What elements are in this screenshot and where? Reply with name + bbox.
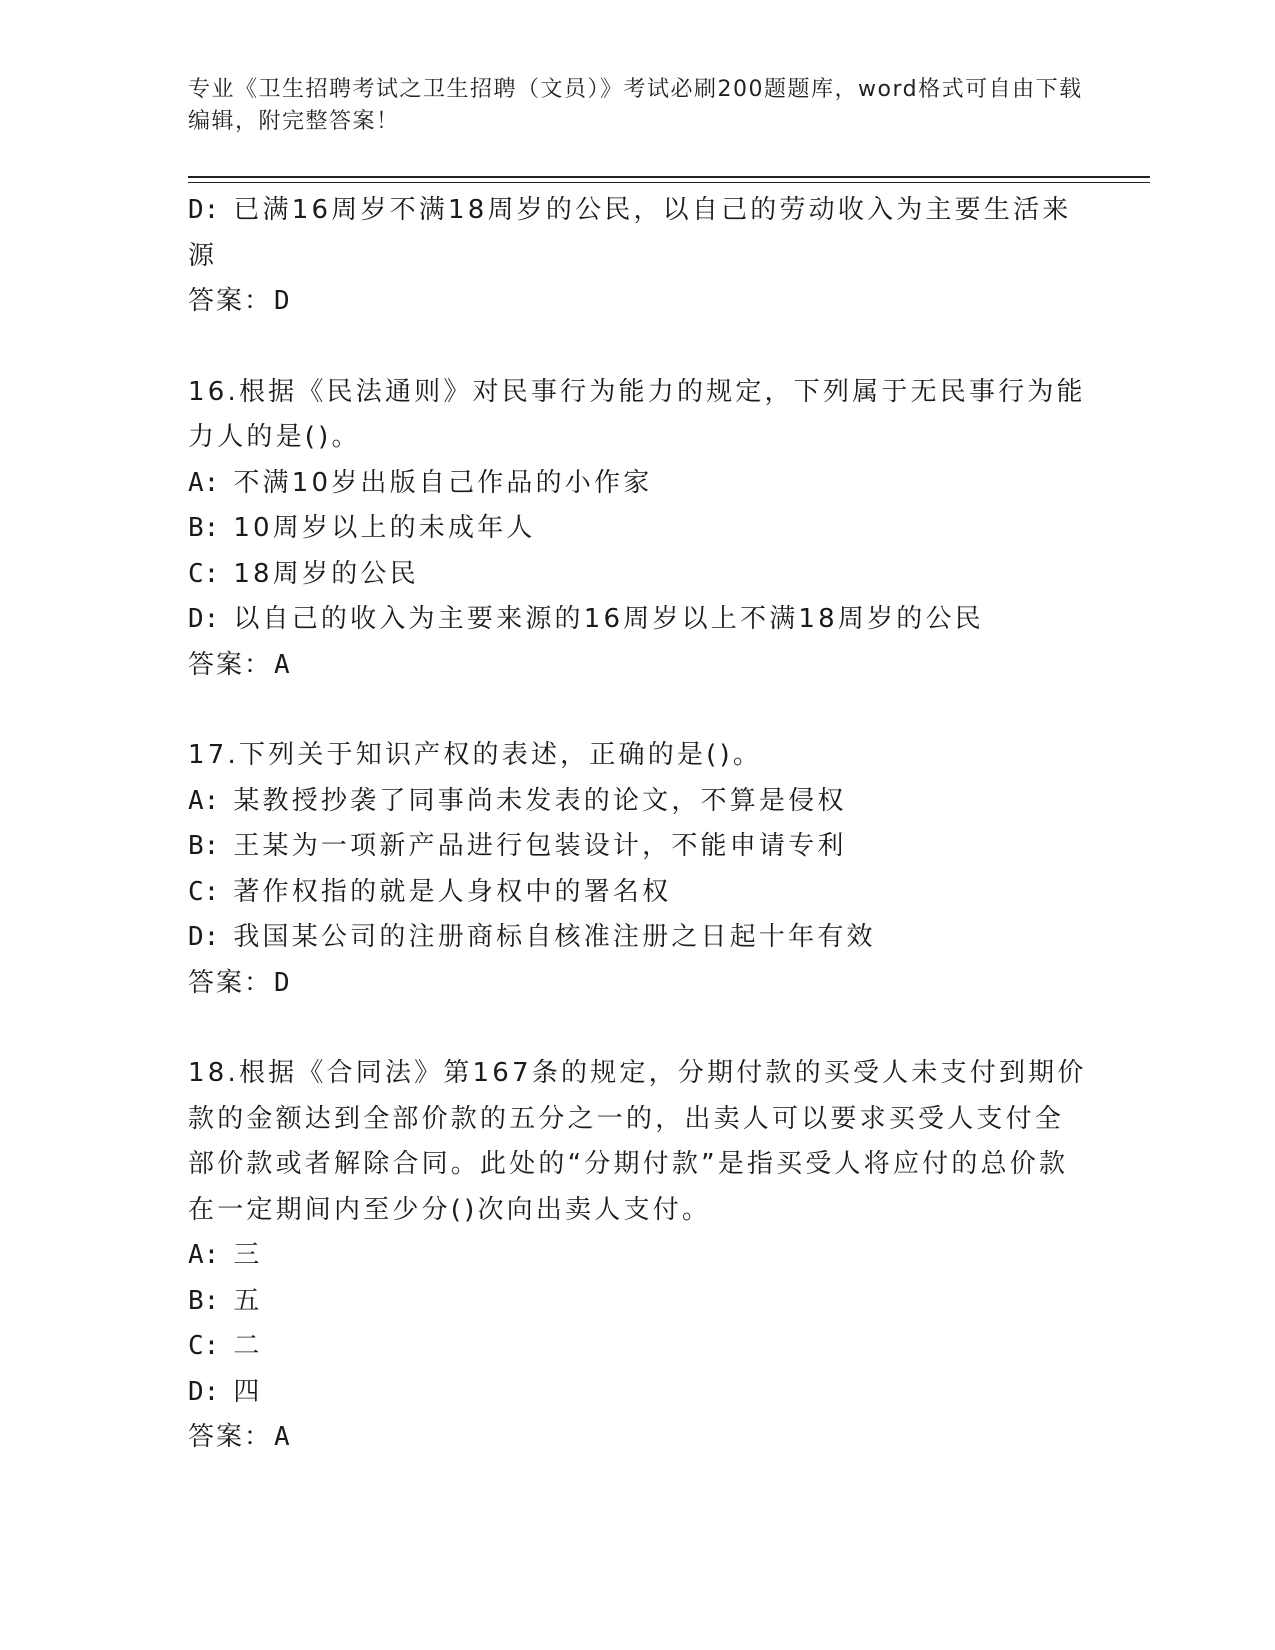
- option-label: D:: [188, 1376, 220, 1407]
- answer-label: 答案：: [188, 286, 273, 316]
- option-line: [188, 1279, 1088, 1325]
- option-line: [188, 1324, 1088, 1370]
- answer-label: 答案：: [188, 967, 273, 998]
- option-label: D:: [188, 195, 220, 225]
- header-rule-thin: [188, 182, 1150, 183]
- spacer: [188, 325, 1088, 370]
- answer-value: D: [274, 286, 291, 316]
- option-text: 王某为一项新产品进行包装设计，不能申请专利: [233, 831, 847, 861]
- option-line: [188, 779, 1088, 825]
- option-line: [188, 824, 1088, 870]
- option-label: B:: [188, 513, 220, 543]
- question-stem: 16.根据《民法通则》对民事行为能力的规定，下列属于无民事行为能力人的是()。: [188, 376, 1086, 452]
- answer-line: [188, 643, 1088, 689]
- option-label: A:: [188, 785, 220, 816]
- option-text: 五: [233, 1285, 263, 1316]
- option-label: B:: [188, 1285, 220, 1316]
- answer-value: D: [274, 967, 291, 998]
- option-text: 已满16周岁不满18周岁的公民，以自己的劳动收入为主要生活来源: [188, 195, 1072, 271]
- answer-line: [188, 279, 1088, 325]
- option-text: 以自己的收入为主要来源的16周岁以上不满18周岁的公民: [233, 604, 984, 634]
- option-line: [188, 870, 1088, 916]
- option-text: 三: [233, 1240, 263, 1270]
- option-line: [188, 552, 1088, 598]
- document-header: 专业《卫生招聘考试之卫生招聘（文员）》考试必刷200题题库，word格式可自由下载编辑，附完整答案！: [188, 77, 1083, 134]
- option-line: [188, 506, 1088, 552]
- option-line: [188, 1233, 1088, 1279]
- option-label: B:: [188, 831, 220, 861]
- answer-line: [188, 961, 1088, 1007]
- option-label: C:: [188, 876, 220, 907]
- option-text: 不满10岁出版自己作品的小作家: [233, 467, 653, 498]
- option-line: [188, 188, 1088, 279]
- spacer: [188, 1006, 1088, 1051]
- option-text: 某教授抄袭了同事尚未发表的论文，不算是侵权: [233, 785, 847, 816]
- question-stem: 17.下列关于知识产权的表述，正确的是()。: [188, 740, 763, 770]
- option-label: D:: [188, 922, 220, 952]
- option-line: [188, 1370, 1088, 1416]
- option-line: [188, 461, 1088, 507]
- option-text: 二: [233, 1331, 263, 1361]
- answer-label: 答案：: [188, 649, 273, 680]
- answer-value: A: [274, 1422, 291, 1452]
- answer-line: [188, 1415, 1088, 1461]
- option-label: A:: [188, 1240, 220, 1270]
- spacer: [188, 688, 1088, 733]
- option-text: 10周岁以上的未成年人: [233, 513, 536, 543]
- option-label: D:: [188, 604, 220, 634]
- option-line: [188, 597, 1088, 643]
- answer-label: 答案：: [188, 1422, 273, 1452]
- option-text: 四: [233, 1376, 263, 1407]
- option-text: 18周岁的公民: [233, 558, 419, 589]
- question-stem: 18.根据《合同法》第167条的规定，分期付款的买受人未支付到期价款的金额达到全部价款的五分之一的，出卖人可以要求买受人支付全部价款或者解除合同。此处的“分期付款”是指买受人将应付的总价款在一定期间内至少分()次向出卖人支付。: [188, 1058, 1087, 1225]
- option-label: A:: [188, 467, 220, 498]
- option-label: C:: [188, 558, 220, 589]
- option-text: 著作权指的就是人身权中的署名权: [233, 876, 672, 907]
- header-rule-thick: [188, 176, 1150, 178]
- document-body: [188, 188, 1088, 1461]
- answer-value: A: [274, 649, 291, 680]
- option-line: [188, 915, 1088, 961]
- option-text: 我国某公司的注册商标自核准注册之日起十年有效: [233, 922, 876, 952]
- option-label: C:: [188, 1331, 220, 1361]
